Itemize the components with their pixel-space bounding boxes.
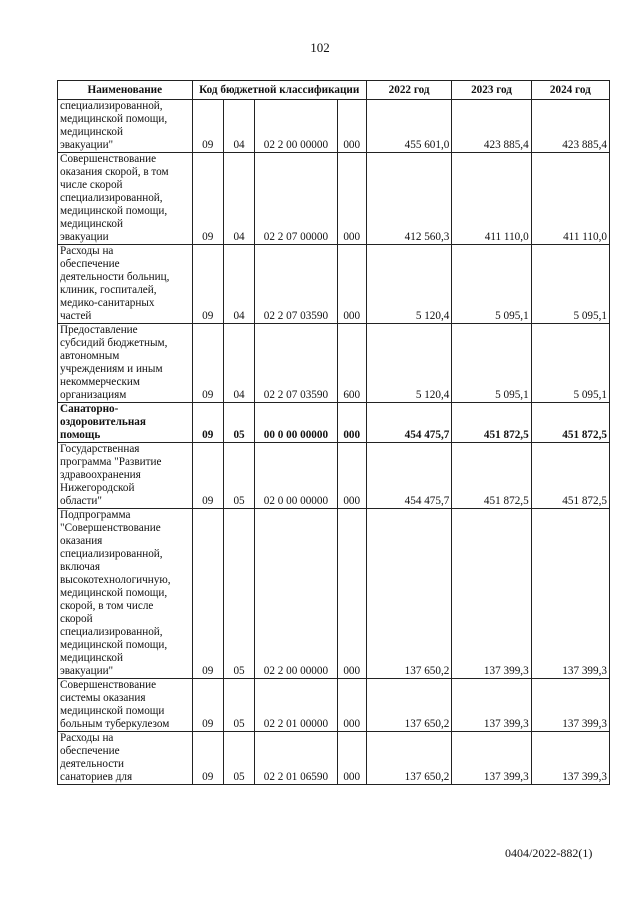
row-name-line: некоммерческим (60, 376, 140, 388)
row-name (58, 100, 193, 153)
header-code: Код бюджетной классификации (192, 81, 366, 100)
expense-type-code: 000 (337, 732, 366, 785)
header-2022: 2022 год (366, 81, 452, 100)
amount-2023: 137 399,3 (452, 679, 531, 732)
row-name-line: числе скорой (60, 179, 123, 191)
amount-2022: 5 120,4 (366, 324, 452, 403)
subsection-code: 05 (223, 509, 254, 679)
amount-2023: 137 399,3 (452, 509, 531, 679)
amount-2024: 137 399,3 (531, 509, 609, 679)
row-name-line: специализированной, (60, 548, 163, 560)
amount-2023: 137 399,3 (452, 732, 531, 785)
row-name-line: медицинской помощи, (60, 205, 168, 217)
header-2023: 2023 год (452, 81, 531, 100)
subsection-code: 04 (223, 245, 254, 324)
subsection-code: 05 (223, 403, 254, 443)
row-name-line: Совершенствование (60, 679, 157, 691)
row-name-line: оказания (60, 535, 103, 547)
section-code: 09 (192, 509, 223, 679)
section-code: 09 (192, 443, 223, 509)
row-name-line: скорой, в том числе (60, 600, 154, 612)
row-name-line: санаториев для (60, 771, 133, 783)
row-name-line: программа "Развитие (60, 456, 162, 468)
row-name-line: Совершенствование (60, 153, 157, 165)
row-name-line: медицинской (60, 652, 123, 664)
row-name-line: специализированной, (60, 626, 163, 638)
row-name-line: оздоровительная (60, 416, 146, 428)
row-name-line: обеспечение (60, 745, 120, 757)
amount-2024: 451 872,5 (531, 403, 609, 443)
amount-2024: 5 095,1 (531, 324, 609, 403)
row-name-line: обеспечение (60, 258, 120, 270)
amount-2022: 137 650,2 (366, 509, 452, 679)
subsection-code: 05 (223, 679, 254, 732)
amount-2023: 411 110,0 (452, 153, 531, 245)
row-name (58, 245, 193, 324)
amount-2022: 412 560,3 (366, 153, 452, 245)
row-name (58, 324, 193, 403)
target-article-code: 02 2 07 03590 (255, 245, 337, 324)
row-name-line: медицинской помощи, (60, 113, 168, 125)
section-code: 09 (192, 245, 223, 324)
target-article-code: 02 2 01 06590 (255, 732, 337, 785)
row-name-line: медицинской помощи, (60, 639, 168, 651)
row-name (58, 443, 193, 509)
table-row (58, 153, 610, 245)
expense-type-code: 000 (337, 153, 366, 245)
row-name (58, 509, 193, 679)
amount-2022: 454 475,7 (366, 403, 452, 443)
table-row (58, 403, 610, 443)
expense-type-code: 600 (337, 324, 366, 403)
section-code: 09 (192, 100, 223, 153)
header-2024: 2024 год (531, 81, 609, 100)
amount-2022: 455 601,0 (366, 100, 452, 153)
table-row (58, 443, 610, 509)
row-name-line: Государственная (60, 443, 140, 455)
row-name-line: высокотехнологичную, (60, 574, 171, 586)
row-name-line: медико-санитарных (60, 297, 155, 309)
row-name-line: деятельности (60, 758, 125, 770)
amount-2024: 451 872,5 (531, 443, 609, 509)
amount-2024: 137 399,3 (531, 679, 609, 732)
amount-2022: 137 650,2 (366, 679, 452, 732)
row-name-line: автономным (60, 350, 120, 362)
table-row (58, 324, 610, 403)
subsection-code: 05 (223, 443, 254, 509)
row-name-line: частей (60, 310, 92, 322)
table-row (58, 245, 610, 324)
table-row (58, 100, 610, 153)
target-article-code: 00 0 00 00000 (255, 403, 337, 443)
row-name-line: помощь (60, 429, 101, 441)
expense-type-code: 000 (337, 679, 366, 732)
target-article-code: 02 2 00 00000 (255, 100, 337, 153)
target-article-code: 02 2 00 00000 (255, 509, 337, 679)
row-name-line: эвакуации" (60, 665, 114, 677)
amount-2023: 423 885,4 (452, 100, 531, 153)
row-name-line: Предоставление (60, 324, 138, 336)
row-name-line: оказания скорой, в том (60, 166, 169, 178)
target-article-code: 02 2 07 03590 (255, 324, 337, 403)
amount-2023: 5 095,1 (452, 245, 531, 324)
document-code: 0404/2022-882(1) (505, 846, 593, 860)
table-header-row (58, 81, 610, 100)
expense-type-code: 000 (337, 403, 366, 443)
amount-2024: 5 095,1 (531, 245, 609, 324)
amount-2024: 423 885,4 (531, 100, 609, 153)
amount-2024: 137 399,3 (531, 732, 609, 785)
row-name-line: системы оказания (60, 692, 146, 704)
row-name-line: Санаторно- (60, 403, 119, 415)
budget-table (57, 80, 610, 785)
row-name-line: деятельности больниц, (60, 271, 170, 283)
subsection-code: 04 (223, 100, 254, 153)
row-name-line: "Совершенствование (60, 522, 161, 534)
row-name-line: области" (60, 495, 102, 507)
amount-2022: 137 650,2 (366, 732, 452, 785)
row-name-line: здравоохранения (60, 469, 141, 481)
table-row (58, 732, 610, 785)
target-article-code: 02 2 01 00000 (255, 679, 337, 732)
row-name (58, 403, 193, 443)
expense-type-code: 000 (337, 509, 366, 679)
expense-type-code: 000 (337, 443, 366, 509)
table-row (58, 509, 610, 679)
row-name-line: медицинской помощи, (60, 587, 168, 599)
row-name-line: организациям (60, 389, 127, 401)
row-name-line: эвакуации" (60, 139, 114, 151)
row-name-line: медицинской (60, 218, 123, 230)
row-name-line: Нижегородской (60, 482, 135, 494)
amount-2022: 5 120,4 (366, 245, 452, 324)
row-name-line: учреждениям и иным (60, 363, 163, 375)
amount-2023: 451 872,5 (452, 443, 531, 509)
row-name-line: специализированной, (60, 100, 163, 112)
expense-type-code: 000 (337, 245, 366, 324)
header-name: Наименование (58, 81, 193, 100)
amount-2023: 451 872,5 (452, 403, 531, 443)
section-code: 09 (192, 403, 223, 443)
row-name-line: медицинской помощи (60, 705, 165, 717)
row-name-line: эвакуации (60, 231, 109, 243)
section-code: 09 (192, 679, 223, 732)
amount-2023: 5 095,1 (452, 324, 531, 403)
row-name-line: Расходы на (60, 732, 114, 744)
section-code: 09 (192, 732, 223, 785)
row-name-line: Расходы на (60, 245, 114, 257)
expense-type-code: 000 (337, 100, 366, 153)
row-name-line: субсидий бюджетным, (60, 337, 168, 349)
row-name (58, 153, 193, 245)
amount-2022: 454 475,7 (366, 443, 452, 509)
row-name-line: Подпрограмма (60, 509, 131, 521)
subsection-code: 04 (223, 324, 254, 403)
page-number: 102 (310, 40, 330, 55)
row-name-line: скорой (60, 613, 93, 625)
row-name (58, 679, 193, 732)
target-article-code: 02 0 00 00000 (255, 443, 337, 509)
row-name-line: специализированной, (60, 192, 163, 204)
section-code: 09 (192, 153, 223, 245)
subsection-code: 04 (223, 153, 254, 245)
row-name (58, 732, 193, 785)
row-name-line: медицинской (60, 126, 123, 138)
subsection-code: 05 (223, 732, 254, 785)
section-code: 09 (192, 324, 223, 403)
amount-2024: 411 110,0 (531, 153, 609, 245)
table-body (58, 100, 610, 785)
table-row (58, 679, 610, 732)
row-name-line: включая (60, 561, 100, 573)
target-article-code: 02 2 07 00000 (255, 153, 337, 245)
row-name-line: клиник, госпиталей, (60, 284, 157, 296)
row-name-line: больным туберкулезом (60, 718, 170, 730)
